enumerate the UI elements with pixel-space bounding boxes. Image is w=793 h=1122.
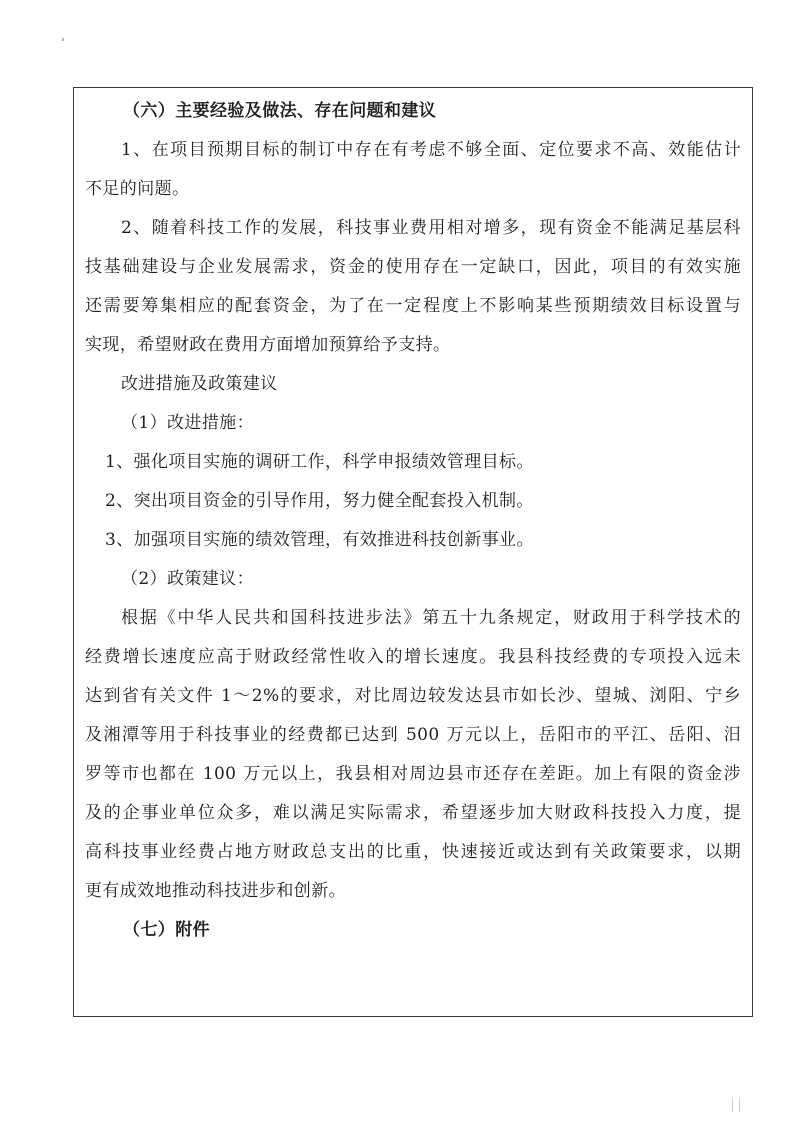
- policy-line-6: 及的企事业单位众多，难以满足实际需求，希望逐步加大财政科技投入力度，提: [85, 803, 741, 823]
- policy-line-7: 高科技事业经费占地方财政总支出的比重，快速接近或达到有关政策要求，以期: [85, 842, 741, 862]
- measure-item-1: 1、强化项目实施的调研工作，科学申报绩效管理目标。: [105, 452, 534, 472]
- paragraph-2-line-2: 技基础建设与企业发展需求，资金的使用存在一定缺口，因此，项目的有效实施: [85, 257, 741, 277]
- paragraph-1-line-2: 不足的问题。: [85, 179, 190, 199]
- document-body: [85, 92, 741, 950]
- measure-item-3: 3、加强项目实施的绩效管理，有效推进科技创新事业。: [105, 530, 534, 550]
- measures-subheading: （1）改进措施：: [121, 413, 255, 433]
- policy-line-3: 达到省有关文件 1～2%的要求，对比周边较发达县市如长沙、望城、浏阳、宁乡: [85, 686, 741, 706]
- policy-line-1: 根据《中华人民共和国科技进步法》第五十九条规定，财政用于科学技术的: [121, 608, 741, 628]
- policy-line-5: 罗等市也都在 100 万元以上，我县相对周边县市还存在差距。加上有限的资金涉: [85, 764, 741, 784]
- policy-line-4: 及湘潭等用于科技事业的经费都已达到 500 万元以上，岳阳市的平江、岳阳、汨: [85, 725, 741, 745]
- scan-artifact-marks: [732, 1098, 740, 1112]
- scan-artifact-dot: [62, 38, 64, 41]
- section-6-heading: （六）主要经验及做法、存在问题和建议: [123, 101, 437, 121]
- paragraph-2-line-1: 2、随着科技工作的发展，科技事业费用相对增多，现有资金不能满足基层科: [121, 218, 741, 238]
- policy-subheading: （2）政策建议：: [121, 569, 255, 589]
- paragraph-1-line-1: 1、在项目预期目标的制订中存在有考虑不够全面、定位要求不高、效能估计: [121, 140, 741, 160]
- policy-line-8: 更有成效地推动科技进步和创新。: [85, 881, 346, 901]
- policy-line-2: 经费增长速度应高于财政经常性收入的增长速度。我县科技经费的专项投入远未: [85, 647, 741, 667]
- paragraph-2-line-4: 实现，希望财政在费用方面增加预算给予支持。: [85, 335, 451, 355]
- section-7-heading: （七）附件: [123, 920, 210, 940]
- measures-title: 改进措施及政策建议: [121, 374, 278, 394]
- paragraph-2-line-3: 还需要筹集相应的配套资金，为了在一定程度上不影响某些预期绩效目标设置与: [85, 296, 741, 316]
- measure-item-2: 2、突出项目资金的引导作用，努力健全配套投入机制。: [105, 491, 534, 511]
